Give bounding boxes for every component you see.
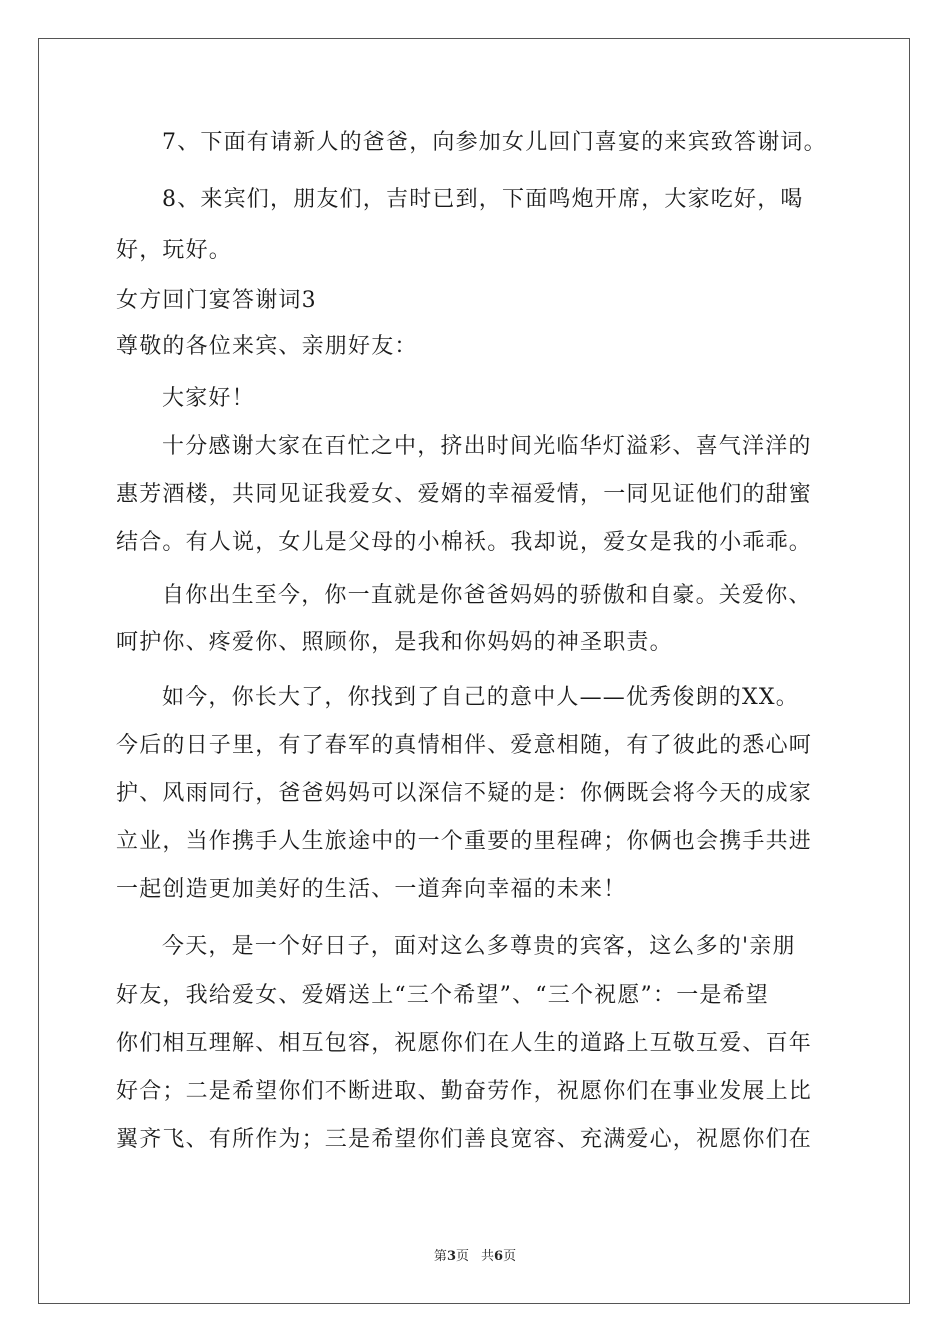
text-line: 尊敬的各位来宾、亲朋好友： — [116, 334, 418, 359]
footer-total-prefix: 共 — [481, 1249, 495, 1264]
text-line: 十分感谢大家在百忙之中，挤出时间光临华灯溢彩、喜气洋洋的 — [162, 434, 812, 459]
text-line: 7、下面有请新人的爸爸，向参加女儿回门喜宴的来宾致答谢词。 — [162, 130, 827, 155]
footer-page-prefix: 第 — [433, 1249, 447, 1264]
text-line: 如今，你长大了，你找到了自己的意中人——优秀俊朗的XX。 — [162, 685, 799, 710]
text-line: 今后的日子里，有了春军的真情相伴、爱意相随，有了彼此的悉心呵 — [116, 733, 813, 758]
footer-page-suffix: 页 — [455, 1249, 469, 1264]
footer-page-number: 3 — [446, 1249, 456, 1264]
text-line: 大家好！ — [162, 386, 255, 411]
text-line: 你们相互理解、相互包容，祝愿你们在人生的道路上互敬互爱、百年 — [116, 1031, 813, 1056]
text-line: 立业，当作携手人生旅途中的一个重要的里程碑；你俩也会携手共进 — [116, 829, 813, 854]
text-line: 好，玩好。 — [116, 238, 233, 263]
text-line: 好友，我给爱女、爱婿送上“三个希望”、“三个祝愿”：一是希望 — [116, 983, 769, 1008]
page-footer — [0, 1245, 950, 1264]
footer-total-number: 6 — [494, 1249, 504, 1264]
footer-total-suffix: 页 — [503, 1249, 517, 1264]
text-line: 一起创造更加美好的生活、一道奔向幸福的未来！ — [116, 877, 627, 902]
text-line: 女方回门宴答谢词3 — [116, 288, 317, 313]
text-line: 8、来宾们，朋友们，吉时已到，下面鸣炮开席，大家吃好，喝 — [162, 187, 804, 212]
text-line: 好合；二是希望你们不断进取、勤奋劳作，祝愿你们在事业发展上比 — [116, 1079, 813, 1104]
text-line: 结合。有人说，女儿是父母的小棉袄。我却说，爱女是我的小乖乖。 — [116, 530, 813, 555]
text-line: 今天，是一个好日子，面对这么多尊贵的宾客，这么多的'亲朋 — [162, 934, 796, 959]
text-line: 呵护你、疼爱你、照顾你，是我和你妈妈的神圣职责。 — [116, 630, 673, 655]
text-line: 翼齐飞、有所作为；三是希望你们善良宽容、充满爱心，祝愿你们在 — [116, 1127, 813, 1152]
text-line: 自你出生至今，你一直就是你爸爸妈妈的骄傲和自豪。关爱你、 — [162, 583, 812, 608]
text-line: 护、风雨同行，爸爸妈妈可以深信不疑的是：你俩既会将今天的成家 — [116, 781, 813, 806]
text-line: 惠芳酒楼，共同见证我爱女、爱婿的幸福爱情，一同见证他们的甜蜜 — [116, 482, 813, 507]
page-border — [38, 38, 910, 1304]
